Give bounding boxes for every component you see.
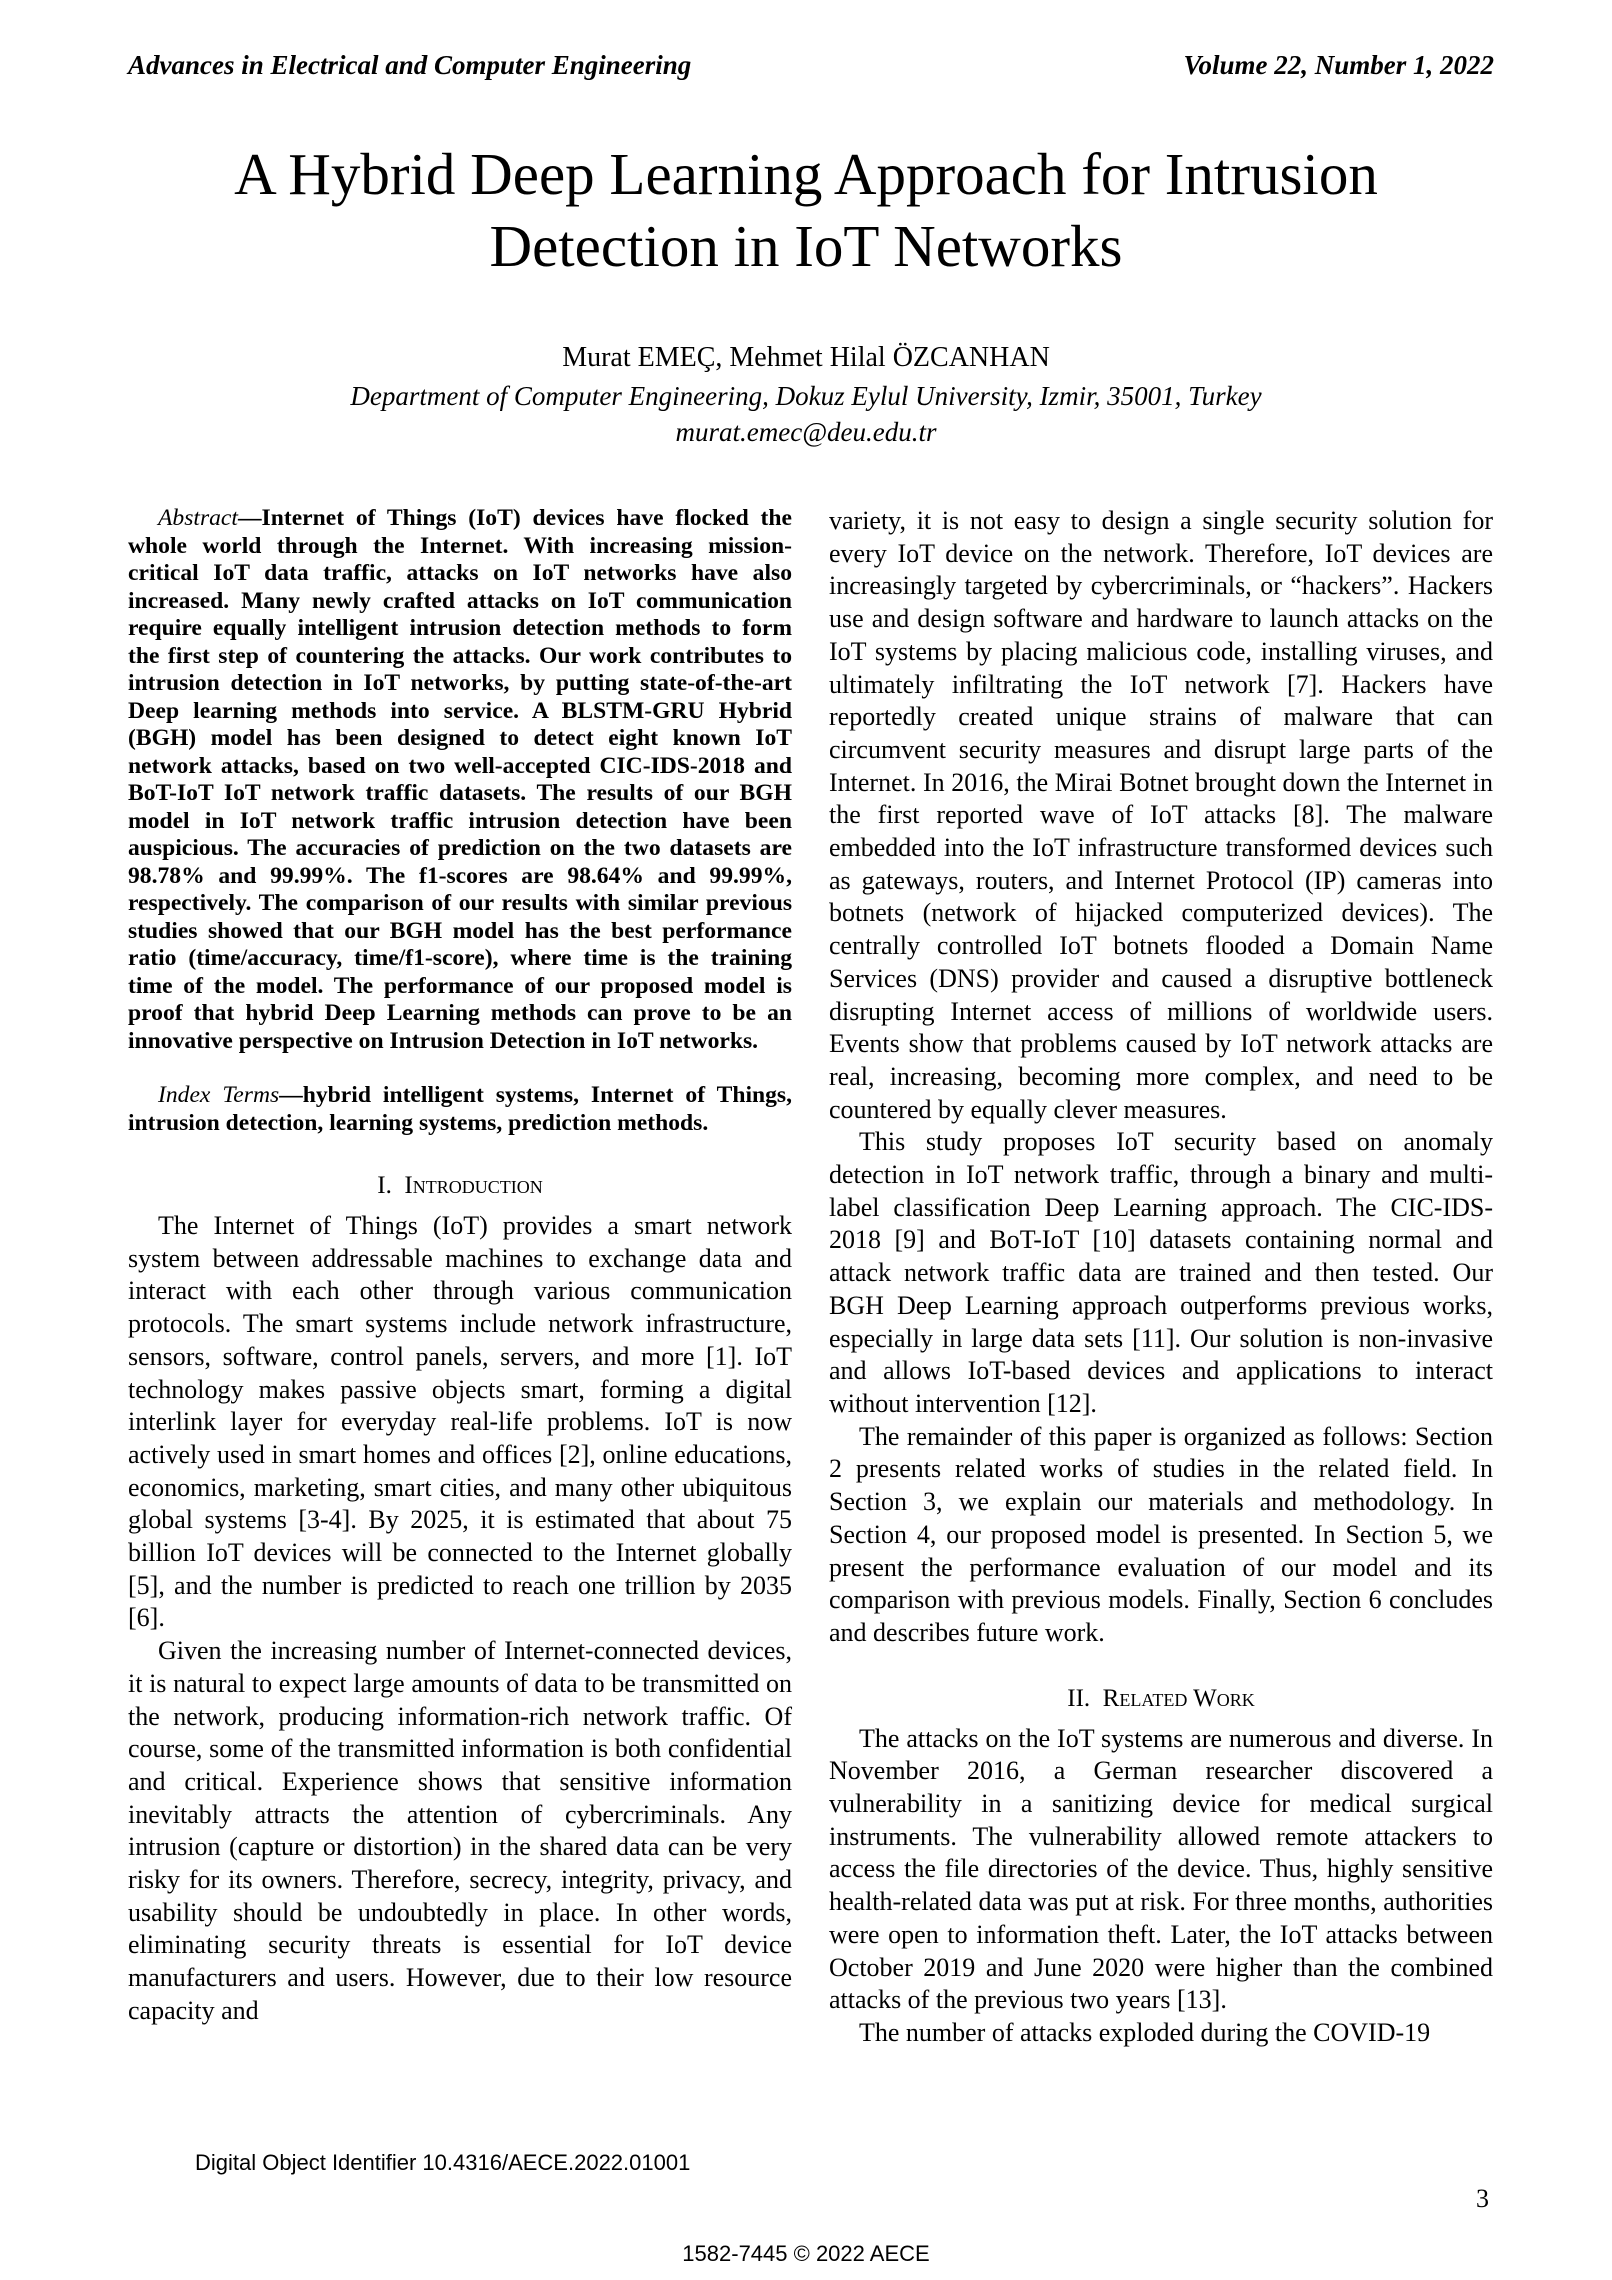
section-title: Related Work [1102,1684,1255,1712]
paragraph: The number of attacks exploded during the COVID-19 [859,2017,1431,2047]
paragraph: The remainder of this paper is organized as follows: Section 2 presents related works of studies in the related field. In Section 3, we explain our materials and methodology. In Section 4, our proposed model is presented. In Section 5, we present the performance evaluation of our model and its comparison with previous models. Finally, Section 6 concludes and describes future work. [829,1421,1493,1647]
paragraph: Given the increasing number of Internet-connected devices, it is natural to expect large amounts of data to be transmitted on the network, producing information-rich network traffic. Of course, some of the transmitted information is both confidential and critical. Experience shows that sensitive information inevitably attracts the attention of cybercriminals. Any intrusion (capture or distortion) in the shared data can be very risky for its owners. Therefore, secrecy, integrity, privacy, and usability should be undoubtedly in place. In other words, eliminating security threats is essential for IoT device manufacturers and users. However, due to their low resource capacity and [128,1636,792,2025]
affiliation-block [100,378,1512,450]
copyright-footer: 1582-7445 © 2022 AECE [682,2241,930,2266]
paper-title [100,138,1512,282]
running-header [128,50,1494,84]
section-heading-related-work [829,1683,1493,1715]
section-heading-introduction [128,1170,792,1202]
index-terms-text: —hybrid intelligent systems, Internet of Things, intrusion detection, learning systems, prediction methods. [128,1082,792,1136]
paragraph: The attacks on the IoT systems are numerous and diverse. In November 2016, a German researcher discovered a vulnerability in a sanitizing device for medical surgical instruments. The vulnerability allowed remote attackers to access the file directories of the device. Thus, highly sensitive health-related data was put at risk. For three months, authorities were open to information theft. Later, the IoT attacks between October 2019 and June 2020 were higher than the combined attacks of the previous two years [13]. [829,1723,1493,2015]
volume-info: Volume 22, Number 1, 2022 [1183,50,1494,80]
section-title: Introduction [404,1172,543,1199]
right-column [829,505,1493,2050]
index-terms-label: Index Terms [158,1082,280,1108]
journal-name: Advances in Electrical and Computer Engineering [128,50,692,80]
paper-title-line-2: Detection in IoT Networks [489,213,1123,279]
index-terms [128,1082,792,1137]
paragraph: This study proposes IoT security based on anomaly detection in IoT network traffic, through a binary and multi-label classification Deep Learning approach. The CIC-IDS-2018 [9] and BoT-IoT [10] datasets containing normal and attack network traffic data are trained and then tested. Our BGH Deep Learning approach outperforms previous works, especially in large data sets [11]. Our solution is non-invasive and allows IoT-based devices and applications to interact without intervention [12]. [829,1127,1493,1418]
section-numeral: II. [1067,1684,1091,1712]
author-email: murat.emec@deu.edu.tr [675,417,937,447]
section-numeral: I. [377,1172,392,1199]
paragraph-continued: variety, it is not easy to design a single security solution for every IoT device on the network. Therefore, IoT devices are increasingly targeted by cybercriminals, or “hackers”. Hackers use and design software and hardware to launch attacks on the IoT systems by placing malicious code, installing viruses, and ultimately infiltrating the IoT network [7]. Hackers have reportedly created unique strains of malware that can circumvent security measures and disrupt large parts of the Internet. In 2016, the Mirai Botnet brought down the Internet in the first reported wave of IoT attacks [8]. The malware embedded into the IoT infrastructure transformed devices such as gateways, routers, and Internet Protocol (IP) cameras into botnets (network of hijacked computerized devices). The centrally controlled IoT botnets flooded a Domain Name Services (DNS) provider and caused a disruptive bottleneck disrupting Internet access of millions of worldwide users. Events show that problems caused by IoT network attacks are real, increasing, becoming more complex, and need to be countered by equally clever measures. [829,506,1493,1124]
page-number: 3 [1476,2184,1489,2213]
paper-title-line-1: A Hybrid Deep Learning Approach for Intrusion [234,141,1378,207]
left-column [128,505,792,2028]
affiliation: Department of Computer Engineering, Dokuz Eylul University, Izmir, 35001, Turkey [350,381,1262,411]
doi-footer: Digital Object Identifier 10.4316/AECE.2022.01001 [195,2150,691,2175]
author-list: Murat EMEÇ, Mehmet Hilal ÖZCANHAN [562,342,1050,373]
abstract-label: Abstract [158,505,238,531]
abstract [128,505,792,1055]
paragraph: The Internet of Things (IoT) provides a smart network system between addressable machines to exchange data and interact with each other through various communication protocols. The smart systems include network infrastructure, sensors, software, control panels, servers, and more [1]. IoT technology makes passive objects smart, forming a digital interlink layer for everyday real-life problems. IoT is now actively used in smart homes and offices [2], online educations, economics, marketing, smart cities, and many other ubiquitous global systems [3-4]. By 2025, it is estimated that about 75 billion IoT devices will be connected to the Internet globally [5], and the number is predicted to reach one trillion by 2035 [6]. [128,1211,792,1633]
abstract-text: —Internet of Things (IoT) devices have flocked the whole world through the Internet. With increasing mission-critical IoT data traffic, attacks on IoT networks have also increased. Many newly crafted attacks on IoT communication require equally intelligent intrusion detection methods to form the first step of countering the attacks. Our work contributes to intrusion detection in IoT networks, by putting state-of-the-art Deep learning methods into service. A BLSTM-GRU Hybrid (BGH) model has been designed to detect eight known IoT network attacks, based on two well-accepted CIC-IDS-2018 and BoT-IoT IoT network traffic datasets. The results of our BGH model in IoT network traffic intrusion detection have been auspicious. The accuracies of prediction on the two datasets are 98.78% and 99.99%. The f1-scores are 98.64% and 99.99%, respectively. The comparison of our results with similar previous studies showed that our BGH model has the best performance ratio (time/accuracy, time/f1-score), where time is the training time of the model. The performance of our proposed model is proof that hybrid Deep Learning methods can prove to be an innovative perspective on Intrusion Detection in IoT networks. [128,505,792,1054]
